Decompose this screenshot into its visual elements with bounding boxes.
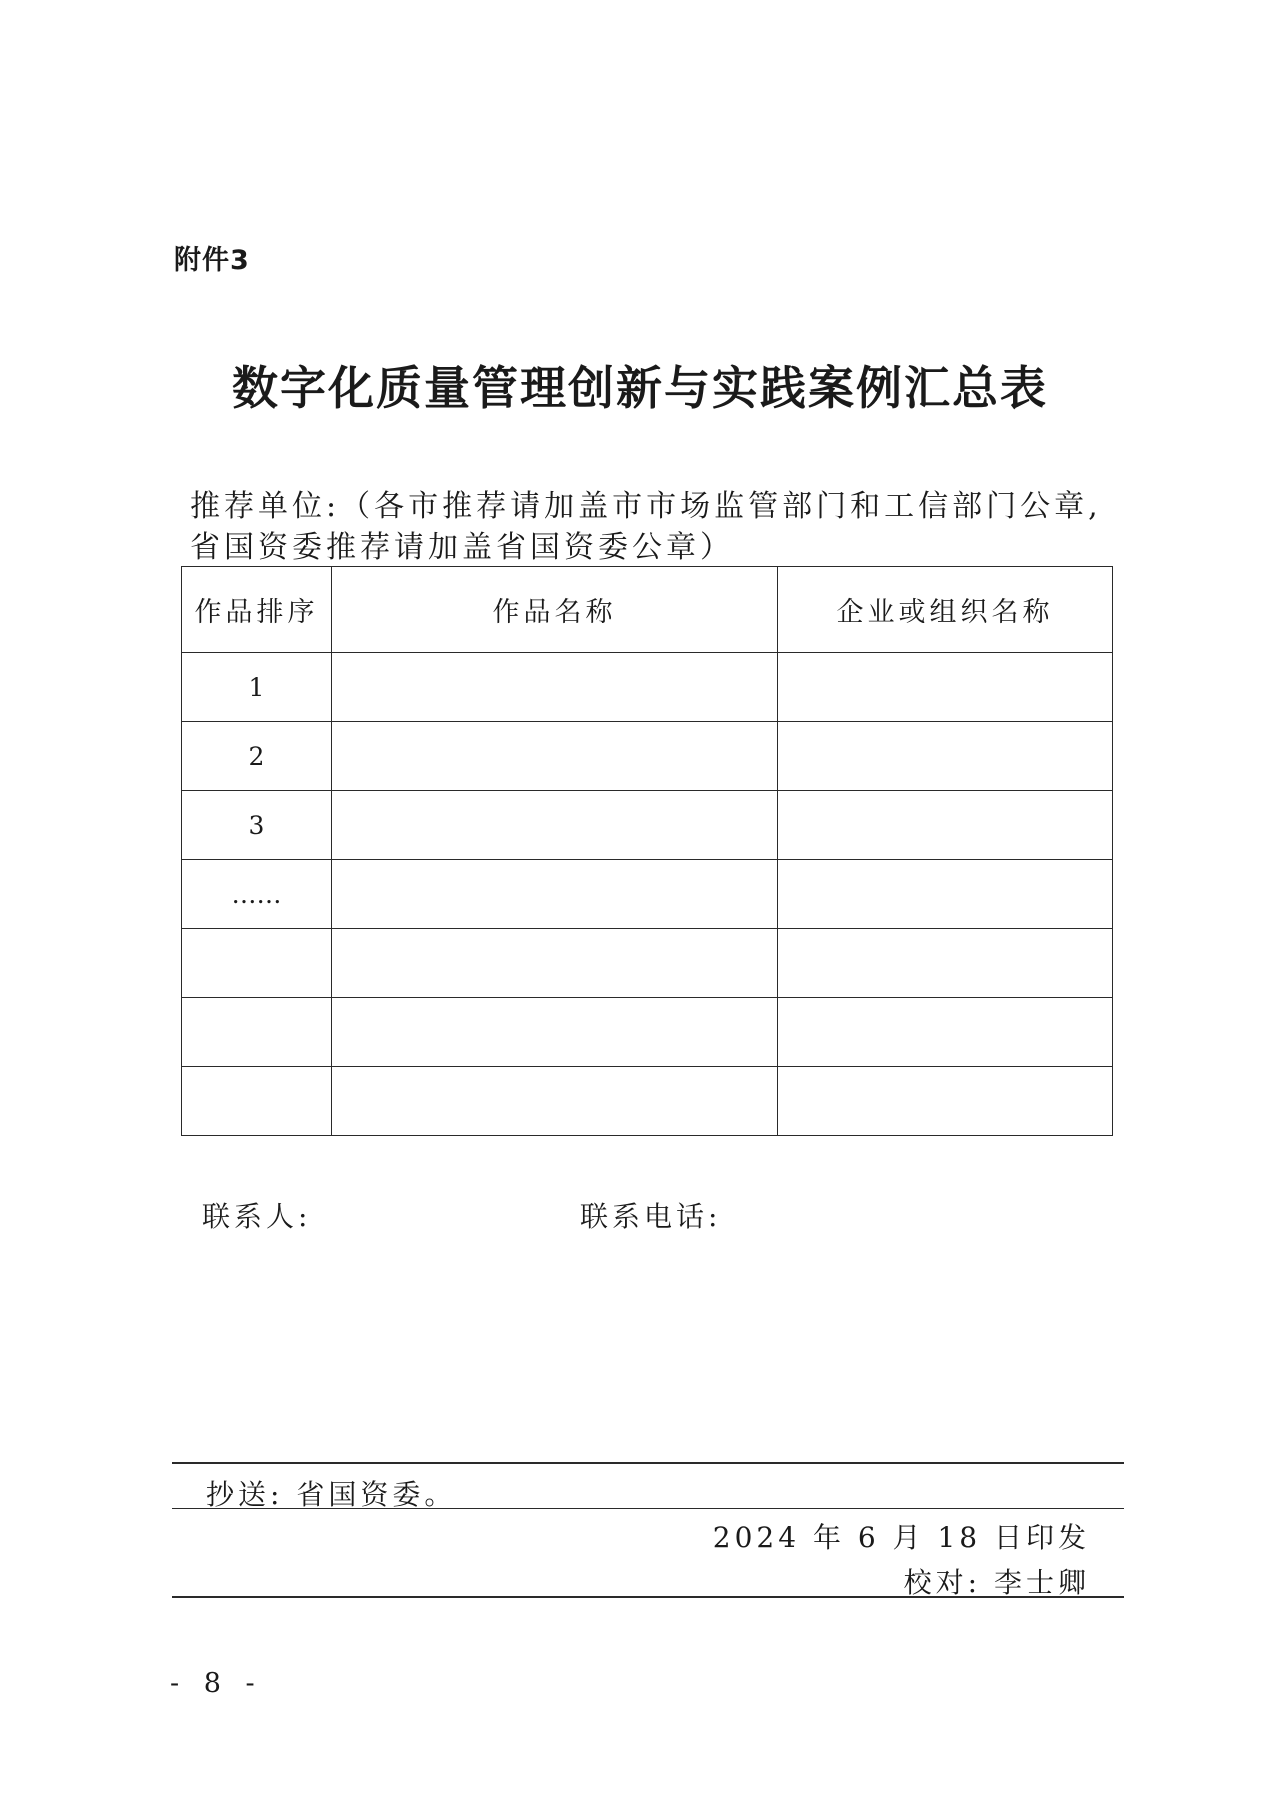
work-name-cell[interactable] — [332, 791, 778, 860]
org-name-cell[interactable] — [778, 1067, 1113, 1136]
attachment-label: 附件3 — [174, 245, 250, 276]
header-org-name: 企业或组织名称 — [778, 567, 1113, 653]
page-title: 数字化质量管理创新与实践案例汇总表 — [232, 361, 1048, 415]
work-name-cell[interactable] — [332, 653, 778, 722]
recommend-unit-line-1: 推荐单位:（各市推荐请加盖市市场监管部门和工信部门公章, — [190, 489, 1102, 524]
org-name-cell[interactable] — [778, 791, 1113, 860]
table-row — [182, 929, 1113, 998]
rank-cell[interactable] — [182, 998, 332, 1067]
table-row — [182, 722, 1113, 791]
header-work-name: 作品名称 — [332, 567, 778, 653]
footer-bottom-rule — [172, 1596, 1124, 1598]
table-row — [182, 653, 1113, 722]
work-name-cell[interactable] — [332, 929, 778, 998]
footer-top-rule — [172, 1462, 1124, 1464]
contact-phone-label: 联系电话: — [580, 1200, 722, 1233]
org-name-cell[interactable] — [778, 722, 1113, 791]
org-name-cell[interactable] — [778, 653, 1113, 722]
rank-cell[interactable]: 2 — [182, 722, 332, 791]
org-name-cell[interactable] — [778, 929, 1113, 998]
org-name-cell[interactable] — [778, 860, 1113, 929]
rank-cell[interactable] — [182, 1067, 332, 1136]
case-summary-table — [181, 566, 1113, 1136]
rank-cell[interactable]: 3 — [182, 791, 332, 860]
table-row — [182, 1067, 1113, 1136]
recommend-unit-line-2: 省国资委推荐请加盖省国资委公章） — [190, 530, 734, 565]
proofreader-line: 校对: 李士卿 — [903, 1566, 1090, 1599]
table-row — [182, 998, 1113, 1067]
page-number: - 8 - — [170, 1668, 263, 1699]
footer-middle-rule — [172, 1508, 1124, 1509]
contact-person-label: 联系人: — [202, 1200, 312, 1233]
table-header-row — [182, 567, 1113, 653]
rank-cell[interactable]: 1 — [182, 653, 332, 722]
work-name-cell[interactable] — [332, 860, 778, 929]
work-name-cell[interactable] — [332, 998, 778, 1067]
work-name-cell[interactable] — [332, 1067, 778, 1136]
work-name-cell[interactable] — [332, 722, 778, 791]
rank-cell[interactable] — [182, 929, 332, 998]
table-row — [182, 860, 1113, 929]
cc-line: 抄送: 省国资委。 — [206, 1478, 457, 1511]
rank-cell[interactable]: …… — [182, 860, 332, 929]
recommend-unit — [190, 486, 1140, 568]
header-rank: 作品排序 — [182, 567, 332, 653]
issue-date: 2024 年 6 月 18 日印发 — [712, 1521, 1090, 1554]
table-row — [182, 791, 1113, 860]
org-name-cell[interactable] — [778, 998, 1113, 1067]
